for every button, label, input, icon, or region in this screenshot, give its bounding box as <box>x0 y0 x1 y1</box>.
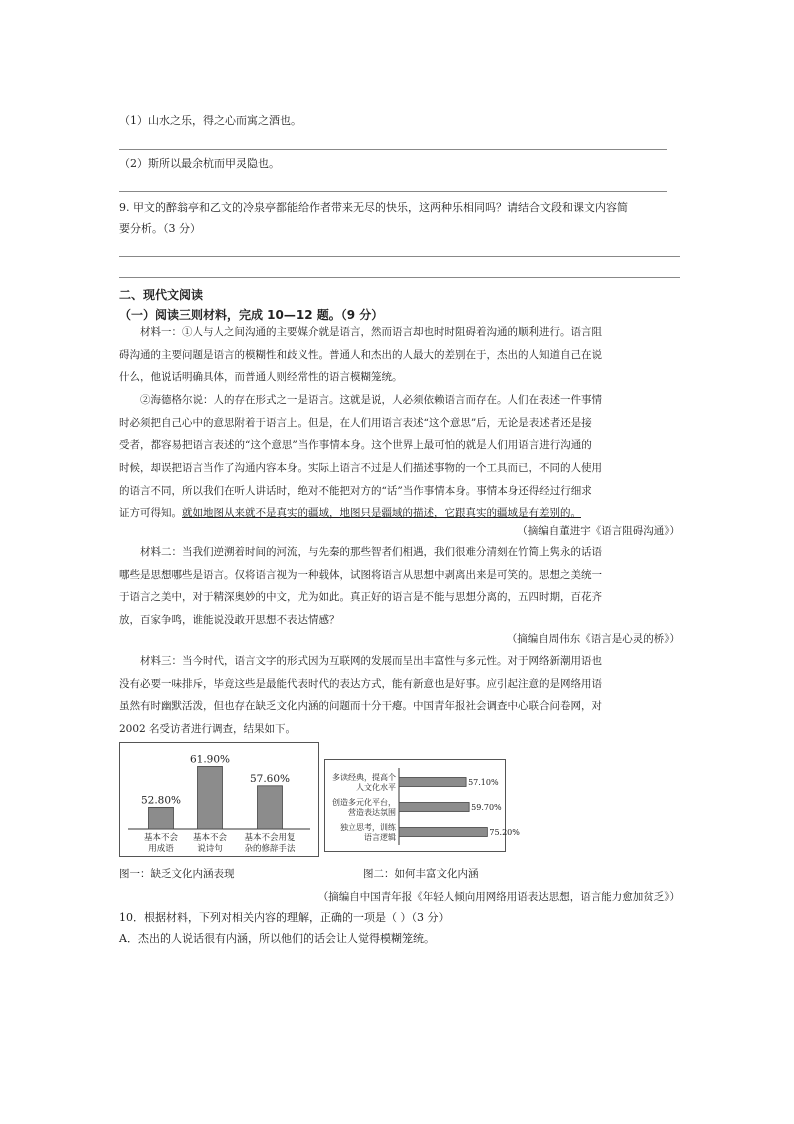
data-label: 52.80% <box>140 794 182 807</box>
q9-line-2: 要分析。（3 分） <box>119 222 201 235</box>
text-line: 的语言不同，所以我们在听人讲话时，绝对不能把对方的“话”当作事情本身。事情本身还得经过行细求 <box>119 484 592 497</box>
bar <box>198 766 223 829</box>
bar-chart-1 <box>120 743 318 856</box>
data-label: 75.20% <box>489 828 520 837</box>
answer-line <box>119 277 680 278</box>
bar <box>399 803 469 812</box>
bar-chart-2 <box>325 760 520 851</box>
q9-line-1: 9. 甲文的醉翁亭和乙文的冷泉亭都能给作者带来无尽的快乐，这两种乐相同吗？请结合文段和课文内容简 <box>119 201 628 214</box>
text-line: ②海德格尔说：人的存在形式之一是语言。这就是说，人必须依赖语言而存在。人们在表述一件事情 <box>140 394 602 406</box>
answer-line <box>119 191 667 192</box>
data-label: 59.70% <box>471 803 502 812</box>
category-label: 多读经典，提高个 <box>332 773 396 782</box>
text-plain: 证方可得知。 <box>119 507 182 520</box>
answer-line <box>119 149 667 150</box>
category-label: 人文化水平 <box>356 783 396 792</box>
text-line: 没有必要一味排斥，毕竟这些是最能代表时代的表达方式，能有新意也是好事。应引起注意的是网络用语 <box>119 677 602 690</box>
material-2-source: （摘编自周伟东《语言是心灵的桥》） <box>506 633 680 645</box>
q8-item-1: （1）山水之乐，得之心而寓之酒也。 <box>119 114 302 127</box>
data-label: 61.90% <box>189 753 231 766</box>
text-line: 虽然有时幽默活泼，但也存在缺乏文化内涵的问题而十分干瘪。中国青年报社会调查中心联合问卷网，对 <box>119 700 602 713</box>
section-title: 二、现代文阅读 <box>119 288 204 302</box>
category-label: 用成语 <box>148 844 174 854</box>
category-label: 杂的修辞手法 <box>244 844 296 854</box>
text-line: 碍沟通的主要问题是语言的模糊性和歧义性。普通人和杰出的人最大的差别在于，杰出的人知道自己在说 <box>119 348 602 361</box>
category-label: 基本不会用复 <box>244 833 296 843</box>
category-label: 语言逻辑 <box>364 833 396 842</box>
q10-option-a: A．杰出的人说话很有内涵，所以他们的话会让人觉得模糊笼统。 <box>119 932 435 945</box>
q8-item-2: （2）斯所以最余杭而甲灵隐也。 <box>119 157 280 170</box>
material-1-source: （摘编自董进宇《语言阻碍沟通》） <box>517 525 680 537</box>
section-subtitle: （一）阅读三则材料，完成 10—12 题。（9 分） <box>119 308 384 322</box>
material-3 <box>119 650 679 741</box>
text-line: 材料二：当我们逆溯着时间的河流，与先秦的那些智者们相遇，我们很难分清刻在竹简上隽永的话语 <box>140 546 602 558</box>
category-label: 营造表达氛围 <box>348 808 396 817</box>
text-line <box>119 502 679 525</box>
figure-source: （摘编自中国青年报《年轻人倾向用网络用语表达思想，语言能力愈加贫乏》） <box>317 891 680 903</box>
text-line: 放，百家争鸣，谁能说没敢开思想不表达情感？ <box>119 614 340 627</box>
material-1-para-1 <box>119 321 679 389</box>
q10-stem: 10．根据材料，下列对相关内容的理解，正确的一项是（ ）（3 分） <box>119 911 450 924</box>
text-line: 时必须把自己心中的意思附着于语言上。但是，在人们用语言表述“这个意思”后，无论是表述者还是接 <box>119 416 592 429</box>
bar <box>399 828 487 837</box>
category-label: 基本不会 <box>143 833 179 843</box>
material-1-para-2 <box>119 389 679 525</box>
data-label: 57.60% <box>249 772 291 785</box>
category-label: 说诗句 <box>197 844 223 854</box>
answer-line <box>119 256 680 257</box>
text-line: 哪些是思想哪些是语言。仅将语言视为一种载体，试图将语言从思想中剥离出来是可笑的。思想之美统一 <box>119 568 602 581</box>
category-label: 独立思考，训练 <box>340 823 396 832</box>
text-line: 于语言之美中，对于精深奥妙的中文，尤为如此。真正好的语言是不能与思想分离的，五四时期，百花齐 <box>119 591 602 604</box>
bar <box>399 778 466 787</box>
bar <box>258 786 283 829</box>
text-line: 材料三：当今时代，语言文字的形式因为互联网的发展而呈出丰富性与多元性。对于网络新潮用语也 <box>140 655 602 667</box>
bar <box>149 807 174 829</box>
underlined-sentence: 就如地图从来就不是真实的疆域，地图只是疆域的描述，它跟真实的疆域是有差别的。 <box>182 507 581 520</box>
figure-1-caption: 图一：缺乏文化内涵表现 <box>119 868 235 880</box>
text-line: 时候，却误把语言当作了沟通内容本身。实际上语言不过是人们描述事物的一个工具而已，不同的人使用 <box>119 462 602 475</box>
text-line: 受者，都容易把语言表述的“这个意思”当作事情本身。这个世界上最可怕的就是人们用语言进行沟通的 <box>119 439 592 452</box>
category-label: 创造多元化平台， <box>332 798 396 807</box>
figure-1-chart <box>119 742 319 857</box>
figure-2-caption: 图二：如何丰富文化内涵 <box>363 868 479 880</box>
text-line: 2002 名受访者进行调查，结果如下。 <box>119 723 297 736</box>
material-2 <box>119 541 679 632</box>
data-label: 57.10% <box>468 778 499 787</box>
text-line: 什么，他说话明确具体，而普通人则经常性的语言模糊笼统。 <box>119 371 403 384</box>
figure-2-chart <box>324 759 520 852</box>
text-line: 材料一：①人与人之间沟通的主要媒介就是语言，然而语言却也时时阻碍着沟通的顺利进行。语言阻 <box>140 326 602 338</box>
category-label: 基本不会 <box>192 833 228 843</box>
